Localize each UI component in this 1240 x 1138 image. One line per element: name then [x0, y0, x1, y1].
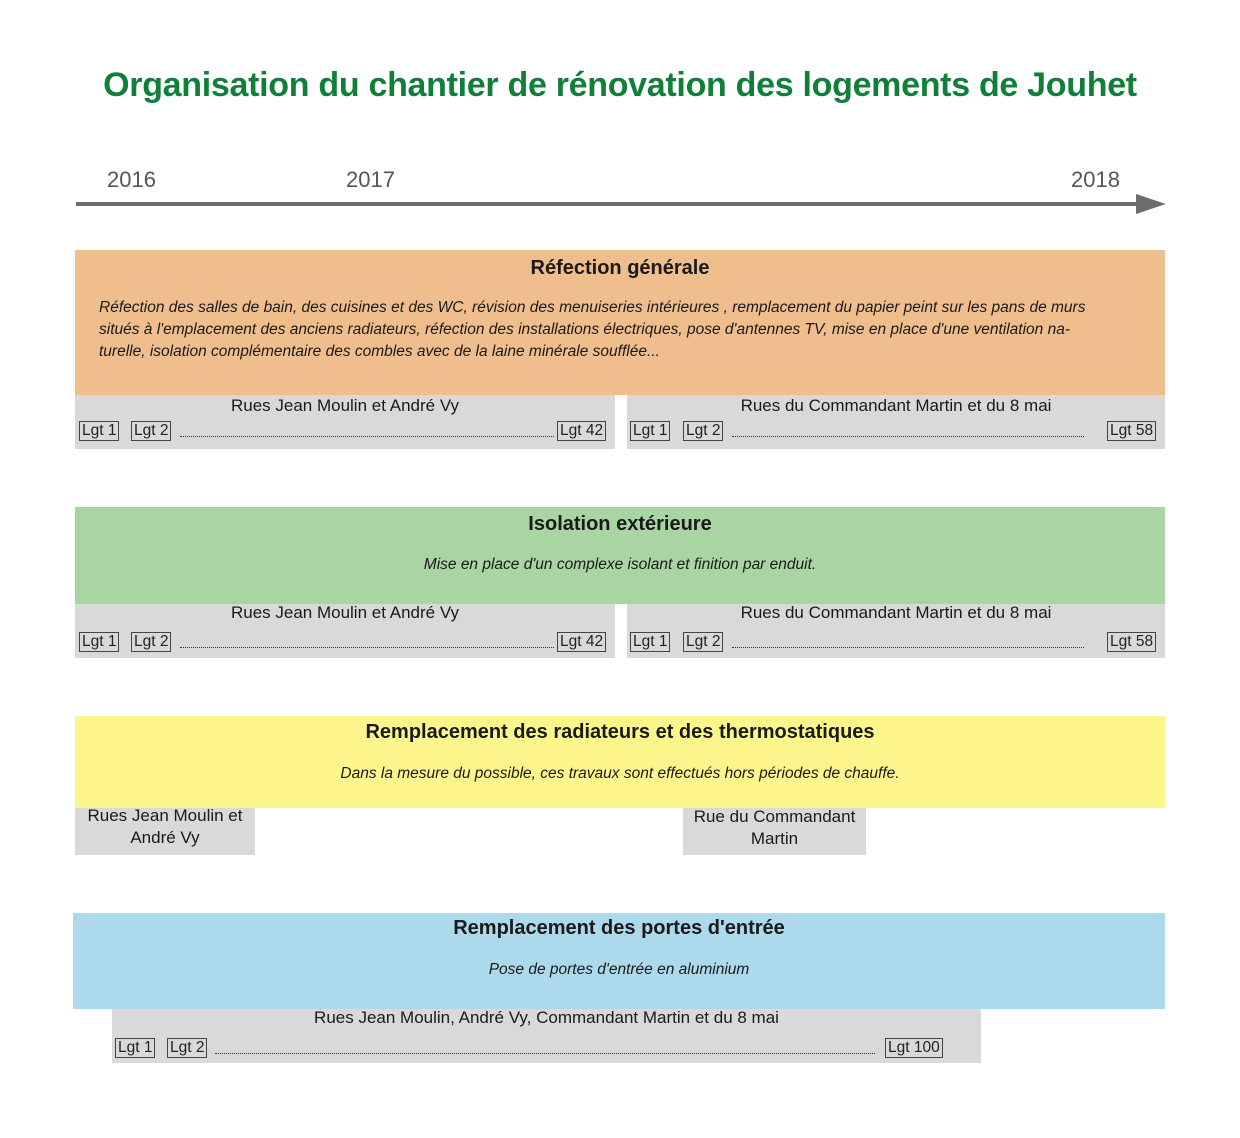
description-line: Réfection des salles de bain, des cuisines et des WC, révision des menuiseries intérieures , remplacement du papier peint sur les pans de murs — [99, 299, 1086, 316]
street-group-label: Rues du Commandant Martin et du 8 mai — [740, 396, 1052, 415]
year-2018-label: 2018 — [1071, 167, 1120, 192]
lgt-last-box: Lgt 58 — [1107, 632, 1156, 652]
year-2017-label: 2017 — [346, 167, 395, 192]
lgt-first-box: Lgt 1 — [630, 421, 670, 441]
timeline-axis — [76, 202, 1142, 206]
street-group-all-streets — [112, 1009, 981, 1063]
phase-title: Remplacement des radiateurs et des thermostatiques — [365, 721, 875, 743]
phase-description: Mise en place d'un complexe isolant et finition par enduit. — [423, 556, 817, 573]
lgt-last-box: Lgt 58 — [1107, 421, 1156, 441]
street-group-commandant-martin — [627, 604, 1165, 658]
street-group-commandant-martin — [683, 808, 866, 855]
lgt-first-box: Lgt 1 — [115, 1038, 155, 1058]
street-group-jean-moulin — [75, 604, 615, 658]
page-title: Organisation du chantier de rénovation des logements de Jouhet — [103, 66, 1137, 104]
lgt-dots-separator — [732, 647, 1084, 648]
phase-remplacement-portes — [73, 913, 1165, 1009]
year-2016-label: 2016 — [107, 167, 156, 192]
street-label-line: André Vy — [130, 828, 200, 847]
street-group-label — [75, 805, 255, 849]
description-line: situés à l'emplacement des anciens radiateurs, réfection des installations électriques, pose d'antennes TV, mise en place d'une ventilation na- — [99, 321, 1071, 338]
phase-title: Réfection générale — [530, 257, 710, 279]
lgt-first-box: Lgt 1 — [630, 632, 670, 652]
lgt-second-box: Lgt 2 — [167, 1038, 207, 1058]
description-line: turelle, isolation complémentaire des combles avec de la laine minérale soufflée... — [99, 343, 660, 360]
street-label-line: Martin — [750, 829, 799, 848]
street-label-line: Rue du Commandant — [693, 807, 856, 826]
phase-refection-generale — [75, 250, 1165, 395]
street-group-commandant-martin — [627, 395, 1165, 449]
lgt-dots-separator — [180, 647, 554, 648]
lgt-first-box: Lgt 1 — [79, 421, 119, 441]
lgt-second-box: Lgt 2 — [683, 421, 723, 441]
phase-title: Remplacement des portes d'entrée — [453, 917, 785, 939]
lgt-dots-separator — [180, 436, 554, 437]
lgt-dots-separator — [215, 1053, 875, 1054]
lgt-second-box: Lgt 2 — [131, 632, 171, 652]
street-label-line: Rues Jean Moulin et — [87, 806, 243, 825]
lgt-first-box: Lgt 1 — [79, 632, 119, 652]
lgt-last-box: Lgt 42 — [557, 632, 606, 652]
timeline-arrow-icon — [1136, 194, 1166, 214]
phase-title: Isolation extérieure — [528, 513, 712, 535]
lgt-last-box: Lgt 42 — [557, 421, 606, 441]
street-group-jean-moulin — [75, 808, 255, 855]
phase-isolation-exterieure — [75, 507, 1165, 604]
street-group-label: Rues du Commandant Martin et du 8 mai — [740, 603, 1052, 622]
street-group-label: Rues Jean Moulin et André Vy — [230, 603, 460, 622]
street-group-label: Rues Jean Moulin et André Vy — [230, 396, 460, 415]
phase-description: Pose de portes d'entrée en aluminium — [488, 961, 750, 978]
street-group-jean-moulin — [75, 395, 615, 449]
lgt-dots-separator — [732, 436, 1084, 437]
street-group-label: Rues Jean Moulin, André Vy, Commandant Martin et du 8 mai — [314, 1008, 779, 1027]
phase-description — [99, 297, 1149, 363]
lgt-last-box: Lgt 100 — [885, 1038, 943, 1058]
phase-description: Dans la mesure du possible, ces travaux sont effectués hors périodes de chauffe. — [340, 765, 900, 782]
lgt-second-box: Lgt 2 — [131, 421, 171, 441]
phase-remplacement-radiateurs — [75, 716, 1165, 808]
lgt-second-box: Lgt 2 — [683, 632, 723, 652]
street-group-label — [683, 806, 866, 850]
